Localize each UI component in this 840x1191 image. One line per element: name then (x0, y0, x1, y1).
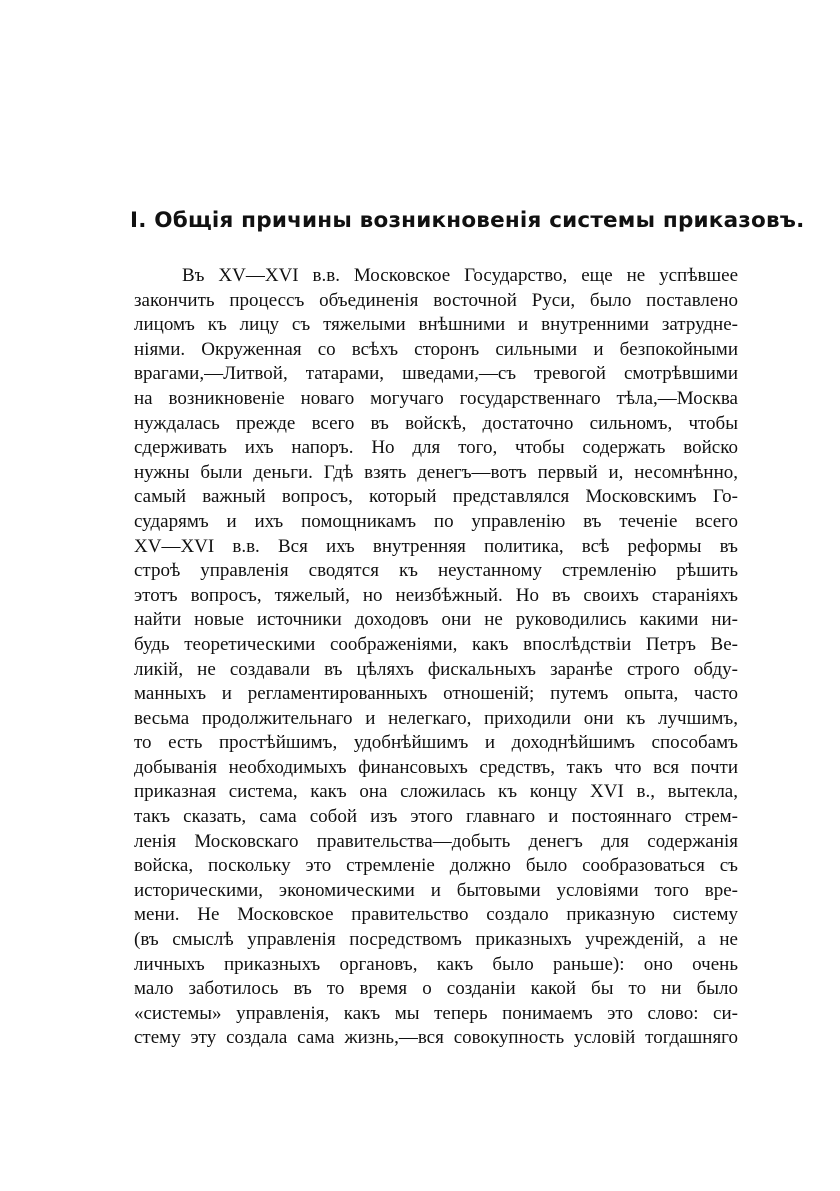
text-line: на возникновеніе новаго могучаго государственнаго тѣла,—Москва (134, 387, 738, 409)
text-line: историческими, экономическими и бытовыми условіями того вре- (134, 879, 738, 901)
text-line: такъ сказать, сама собой изъ этого главнаго и постояннаго стрем- (134, 806, 738, 828)
text-line: Въ XV—XVI в.в. Московское Государство, еще не успѣвшее (182, 265, 738, 286)
text-line: ликій, не создавали въ цѣляхъ фискальныхъ заранѣе строго обду- (134, 658, 738, 680)
text-line: XV—XVI в.в. Вся ихъ внутренняя политика, всѣ реформы въ (134, 535, 738, 557)
text-line: войска, поскольку это стремленіе должно было сообразоваться съ (134, 855, 738, 877)
text-line: ленія Московскаго правительства—добыть денегъ для содержанія (134, 830, 738, 852)
text-line: (въ смыслѣ управленія посредствомъ приказныхъ учрежденій, а не (134, 929, 738, 951)
text-line: «системы» управленія, какъ мы теперь понимаемъ это слово: си- (134, 1002, 738, 1024)
text-line: найти новые источники доходовъ они не руководились какими ни- (134, 609, 738, 631)
body-text (134, 264, 738, 1051)
text-line: лицомъ къ лицу съ тяжелыми внѣшними и внутренними затрудне- (134, 314, 738, 336)
text-line: мени. Не Московское правительство создало приказную систему (134, 904, 738, 926)
text-line: строѣ управленія сводятся къ неустанному стремленію рѣшить (134, 560, 738, 582)
text-line: ніями. Окруженная со всѣхъ сторонъ сильными и безпокойными (134, 338, 738, 360)
text-line: сдерживать ихъ напоръ. Но для того, чтобы содержать войско (134, 437, 738, 459)
text-line: будь теоретическими соображеніями, какъ впослѣдствіи Петръ Ве- (134, 633, 738, 655)
text-line: личныхъ приказныхъ органовъ, какъ было раньше): оно очень (134, 953, 738, 975)
text-line: то есть простѣйшимъ, удобнѣйшимъ и доходнѣйшимъ способамъ (134, 732, 738, 754)
text-line: самый важный вопросъ, который представлялся Московскимъ Го- (134, 486, 738, 508)
text-line: стему эту создала сама жизнь,—вся совокупность условій тогдашняго (134, 1027, 738, 1049)
text-line: закончить процессъ объединенія восточной Руси, было поставлено (134, 289, 738, 311)
text-line: нуждалась прежде всего въ войскѣ, достаточно сильномъ, чтобы (134, 412, 738, 434)
text-line: приказная система, какъ она сложилась къ концу XVI в., вытекла, (134, 781, 738, 803)
section-heading: I. Общія причины возникновенія системы приказовъ. (130, 208, 805, 233)
text-line: нужны были деньги. Гдѣ взять денегъ—вотъ первый и, несомнѣнно, (134, 461, 738, 483)
text-line: весьма продолжительнаго и нелегкаго, приходили они къ лучшимъ, (134, 707, 738, 729)
text-line: врагами,—Литвой, татарами, шведами,—съ тревогой смотрѣвшими (134, 363, 738, 385)
text-line: манныхъ и регламентированныхъ отношеній; путемъ опыта, часто (134, 683, 738, 705)
text-line: этотъ вопросъ, тяжелый, но неизбѣжный. Но въ своихъ стараніяхъ (134, 584, 738, 606)
text-line: мало заботилось въ то время о созданіи какой бы то ни было (134, 978, 738, 1000)
text-line: добыванія необходимыхъ финансовыхъ средствъ, такъ что вся почти (134, 756, 738, 778)
text-line: сударямъ и ихъ помощникамъ по управленію въ теченіе всего (134, 510, 738, 532)
